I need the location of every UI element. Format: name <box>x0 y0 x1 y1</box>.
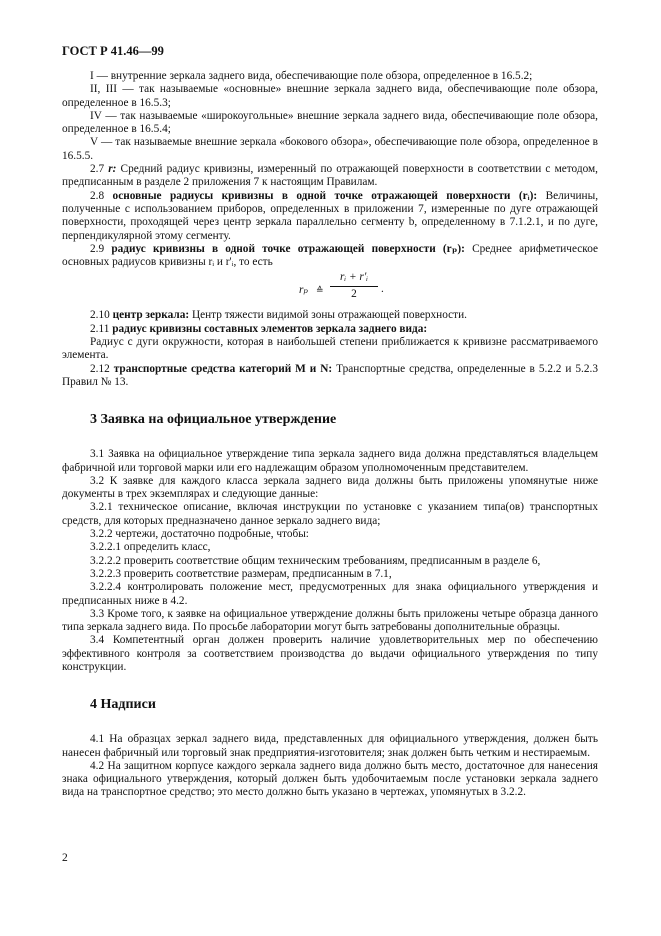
clause-term: радиус кривизны в одной точке отражающей поверхности (rₚ): <box>111 242 465 255</box>
clause-3-2: 3.2 К заявке для каждого класса зеркала заднего вида должны быть приложены упомянутые ниже документы в трех экземплярах и следующие данные: <box>62 474 598 501</box>
section-4-heading: 4 Надписи <box>90 697 156 713</box>
formula-approx-sign: ≙ <box>316 285 324 296</box>
clause-3-2-1: 3.2.1 техническое описание, включая инструкции по установке с указанием типа(ов) транспортных средств, для которых предназначено данное зеркало заднего вида; <box>62 501 598 527</box>
clause-3-2-2: 3.2.2 чертежи, достаточно подробные, чтобы: <box>90 528 309 541</box>
clause-number: 2.9 <box>90 242 105 255</box>
clause-3-2-2-3: 3.2.2.3 проверить соответствие размерам, предписанным в 7.1, <box>90 567 392 580</box>
clause-3-4: 3.4 Компетентный орган должен проверить наличие удовлетворительных мер по обеспечению эффективного контроля за соответствием производства до выдачи официального утверждения по типу конструкции. <box>62 634 598 673</box>
clause-text: Среднее арифметическое основных радиусов кривизны rᵢ и r'ᵢ, то есть <box>62 242 599 269</box>
clause-number: 2.7 <box>90 163 105 176</box>
clause-3-2-2-2: 3.2.2.2 проверить соответствие общим техническим требованиям, предписанным в разделе 6, <box>90 554 541 567</box>
clause-text: Средний радиус кривизны, измеренный по отражающей поверхности в соответствии с методом, предписанным в разделе 2 приложения 7 к настоящим Правилам. <box>62 163 598 189</box>
clause-2-12 <box>62 363 598 390</box>
page-header: ГОСТ Р 41.46—99 <box>62 44 164 58</box>
formula-lhs: rₚ <box>299 284 308 297</box>
clause-3-2-2-1: 3.2.2.1 определить класс, <box>90 541 211 554</box>
formula-denominator: 2 <box>351 287 357 300</box>
clause-term: центр зеркала: <box>112 309 190 322</box>
clause-term: радиус кривизны составных элементов зеркала заднего вида: <box>112 322 428 335</box>
formula-fraction <box>330 271 378 301</box>
clause-2-11-text: Радиус c дуги окружности, которая в наибольшей степени приближается к кривизне рассматриваемого элемента. <box>62 336 598 362</box>
clause-text: Величины, полученные с использованием приборов, определенных в приложении 7, измеренные по дуге отражающей поверхности, проходящей через центр зеркала параллельно сегменту b, определенному в 7.1.2.1, и по дуге, перпендикулярной этому сегменту. <box>62 189 599 242</box>
clause-term: транспортные средства категорий M и N: <box>113 362 333 375</box>
section-3-heading: 3 Заявка на официальное утверждение <box>90 412 337 428</box>
clause-number: 2.10 <box>90 309 110 322</box>
class-iv-paragraph: IV — так называемые «широкоугольные» внешние зеркала заднего вида, обеспечивающие поле обзора, определенное в 16.5.4; <box>62 109 598 136</box>
page-number: 2 <box>62 852 68 864</box>
class-v-paragraph: V — так называемые внешние зеркала «бокового обзора», обеспечивающие поле обзора, определенное в 16.5.5. <box>62 136 598 162</box>
clause-2-10 <box>62 309 598 322</box>
clause-2-7 <box>62 163 598 190</box>
formula-numerator: rᵢ + r'ᵢ <box>330 271 378 286</box>
clause-number: 2.12 <box>90 362 110 375</box>
clause-2-8 <box>62 190 598 243</box>
clause-3-3: 3.3 Кроме того, к заявке на официальное утверждение должны быть приложены четыре образца данного типа зеркала заднего вида. По просьбе лаборатории могут быть затребованы дополнительные образцы. <box>62 607 598 634</box>
clause-number: 2.11 <box>90 322 110 335</box>
class-ii-iii-paragraph: II, III — так называемые «основные» внешние зеркала заднего вида, обеспечивающие поле обзора, определенное в 16.5.3; <box>62 83 598 109</box>
clause-3-2-2-4: 3.2.2.4 контролировать положение мест, предусмотренных для знака официального утверждения и предписанных ниже в 4.2. <box>62 581 598 607</box>
clause-term: r: <box>108 163 117 176</box>
page-content <box>62 70 598 800</box>
clause-term: основные радиусы кривизны в одной точке отражающей поверхности (rᵢ): <box>112 189 538 202</box>
clause-text: Центр тяжести видимой зоны отражающей поверхности. <box>191 309 467 322</box>
clause-2-9 <box>62 243 598 270</box>
clause-4-1: 4.1 На образцах зеркал заднего вида, представленных для официального утверждения, должен быть нанесен фабричный или торговый знак предприятия-изготовителя; знак должен быть четким и нестираемым. <box>62 733 598 759</box>
clause-2-11 <box>62 323 598 336</box>
clause-4-2: 4.2 На защитном корпусе каждого зеркала заднего вида должно быть место, достаточное для нанесения знака официального утверждения, который должен быть удобочитаемым после установки зеркала заднего вида на транспортное средство; это место должно быть указано в чертежах, упомянутых в 3.2.2. <box>62 759 598 799</box>
clause-3-1: 3.1 Заявка на официальное утверждение типа зеркала заднего вида должна представляться владельцем фабричной или торговой марки или его надлежащим образом уполномоченным представителем. <box>62 448 598 474</box>
radius-formula <box>62 269 598 309</box>
formula-period: . <box>381 283 384 296</box>
clause-text: Транспортные средства, определенные в 5.2.2 и 5.2.3 Правил № 13. <box>62 362 598 388</box>
class-i-paragraph: I — внутренние зеркала заднего вида, обеспечивающие поле обзора, определенное в 16.5.2; <box>90 70 533 82</box>
clause-number: 2.8 <box>90 189 105 202</box>
